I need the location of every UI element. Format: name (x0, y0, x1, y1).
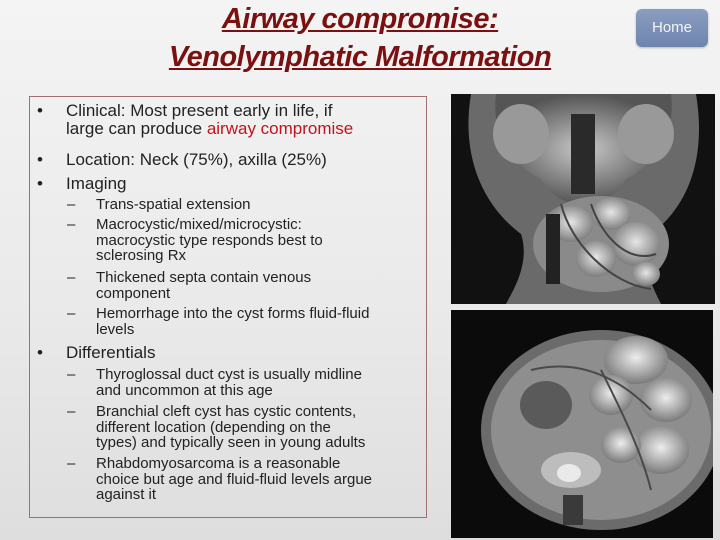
sub-line: macrocystic type responds best to (96, 231, 323, 249)
title-line-2: Venolymphatic Malformation (168, 41, 552, 73)
differentials-text: Differentials (66, 343, 156, 362)
list-item-imaging (37, 175, 422, 193)
list-item-differentials (37, 344, 422, 362)
sub-line: Rhabdomyosarcoma is a reasonable (96, 455, 341, 472)
clinical-text: Clinical: Most present early in life, if (66, 101, 333, 120)
sublist-item (67, 367, 362, 398)
sublist-item (67, 456, 372, 503)
sub-line: sclerosing Rx (96, 247, 187, 264)
sublist-item (67, 270, 311, 301)
slide-title (100, 0, 620, 76)
sub-line: levels (96, 320, 135, 338)
dash-glyph: – (67, 305, 76, 322)
content-box (29, 96, 427, 518)
sub-line: Branchial cleft cyst has cystic contents, (96, 403, 357, 420)
bullet-glyph: • (37, 101, 43, 120)
sublist-item (67, 306, 369, 337)
dash-glyph: – (67, 216, 76, 233)
sub-line: Thyroglossal duct cyst is usually midline (96, 366, 362, 383)
sub-line: Hemorrhage into the cyst forms fluid-fluid (96, 305, 370, 322)
bullet-glyph: • (37, 150, 43, 169)
imaging-text: Imaging (66, 174, 127, 193)
sublist-item (67, 197, 251, 213)
mri-coronal-image (451, 94, 715, 304)
location-text: Location: Neck (75%), axilla (25%) (66, 150, 327, 169)
home-button[interactable]: Home (636, 9, 708, 47)
sub-line: Macrocystic/mixed/microcystic: (96, 216, 302, 233)
sub-line: different location (depending on the (96, 418, 331, 436)
sub-line: choice but age and fluid-fluid levels argue (96, 470, 373, 488)
dash-glyph: – (67, 196, 76, 213)
sub-line: against it (96, 486, 157, 503)
airway-compromise-highlight: airway compromise (206, 119, 354, 138)
dash-glyph: – (67, 269, 76, 286)
list-item-clinical (37, 102, 422, 138)
dash-glyph: – (67, 403, 76, 420)
bullet-glyph: • (37, 174, 43, 193)
dash-glyph: – (67, 455, 76, 472)
sub-line: and uncommon at this age (96, 381, 273, 399)
list-item-location (37, 151, 422, 169)
dash-glyph: – (67, 366, 76, 383)
sub-line: component (96, 284, 171, 302)
title-line-1: Airway compromise: (221, 3, 499, 35)
clinical-text-line2: large can produce (66, 119, 207, 138)
sub-line: Thickened septa contain venous (96, 269, 312, 286)
sublist-item (67, 217, 323, 264)
bullet-glyph: • (37, 343, 43, 362)
sub-line: types) and typically seen in young adults (96, 434, 366, 451)
mri-axial-image (451, 310, 713, 538)
sublist-item (67, 404, 365, 451)
sub-line: Trans-spatial extension (96, 196, 251, 213)
